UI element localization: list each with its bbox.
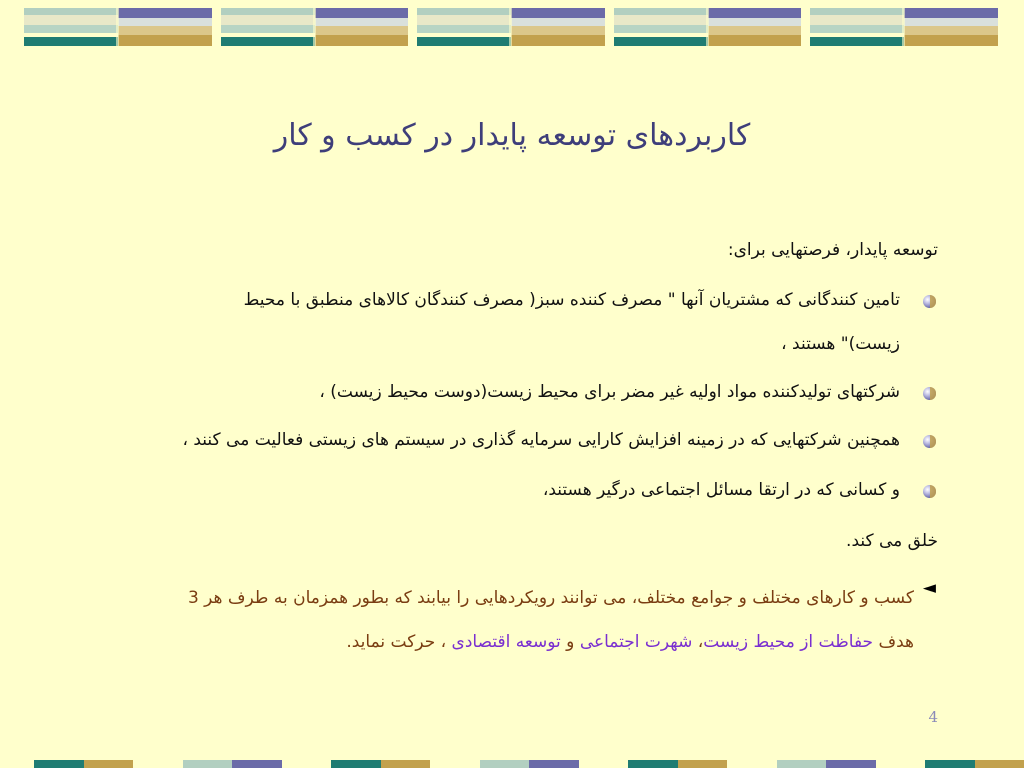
banner-tile <box>614 8 802 46</box>
slide-number: 4 <box>928 708 938 726</box>
sphere-bullet-icon <box>923 387 936 400</box>
bottom-decorative-banner <box>34 760 1024 768</box>
sphere-bullet-icon <box>923 295 936 308</box>
banner-tile <box>221 8 409 46</box>
bullet-line: شرکتهای تولیدکننده مواد اولیه غیر مضر برای محیط زیست(دوست محیط زیست) ، <box>319 382 900 402</box>
highlight-economic-development: توسعه اقتصادی <box>451 632 561 652</box>
sphere-bullet-icon <box>923 485 936 498</box>
bullet-line: تامین کنندگانی که مشتریان آنها " مصرف کننده سبز( مصرف کنندگان کالاهای منطبق با محیط <box>243 290 900 310</box>
bullet-line: همچنین شرکتهایی که در زمینه افزایش کارایی سرمایه گذاری در سیستم های زیستی فعالیت می کنند ، <box>182 430 900 450</box>
bullet-item <box>120 278 900 366</box>
bullet-item <box>120 370 900 414</box>
sphere-bullet-icon <box>923 435 936 448</box>
highlight-environment: حفاظت از محیط زیست <box>703 632 874 652</box>
banner-tile <box>24 8 212 46</box>
final-line-2 <box>114 620 914 664</box>
slide-title: کاربردهای توسعه پایدار در کسب و کار <box>273 118 751 153</box>
final-separator: ، <box>692 632 704 652</box>
final-separator: و <box>560 632 580 652</box>
final-suffix: ، حرکت نماید. <box>346 632 452 652</box>
banner-tile <box>417 8 605 46</box>
intro-text: توسعه پایدار، فرصتهایی برای: <box>727 240 938 260</box>
banner-tile <box>810 8 998 46</box>
highlight-social-reputation: شهرت اجتماعی <box>579 632 693 652</box>
bullet-item <box>120 468 900 512</box>
bullet-line: زیست)" هستند ، <box>781 334 900 354</box>
final-prefix: هدف <box>873 632 914 652</box>
bullet-item <box>100 418 900 462</box>
bullet-line: و کسانی که در ارتقا مسائل اجتماعی درگیر هستند، <box>542 480 900 500</box>
left-triangle-icon: ◄ <box>922 578 936 598</box>
final-paragraph <box>114 576 914 664</box>
top-decorative-banner <box>24 8 998 46</box>
closing-text: خلق می کند. <box>846 531 938 551</box>
final-line-1: کسب و کارهای مختلف و جوامع مختلف، می توانند رویکردهایی را بیابند که بطور همزمان به طرف هر 3 <box>187 588 914 608</box>
